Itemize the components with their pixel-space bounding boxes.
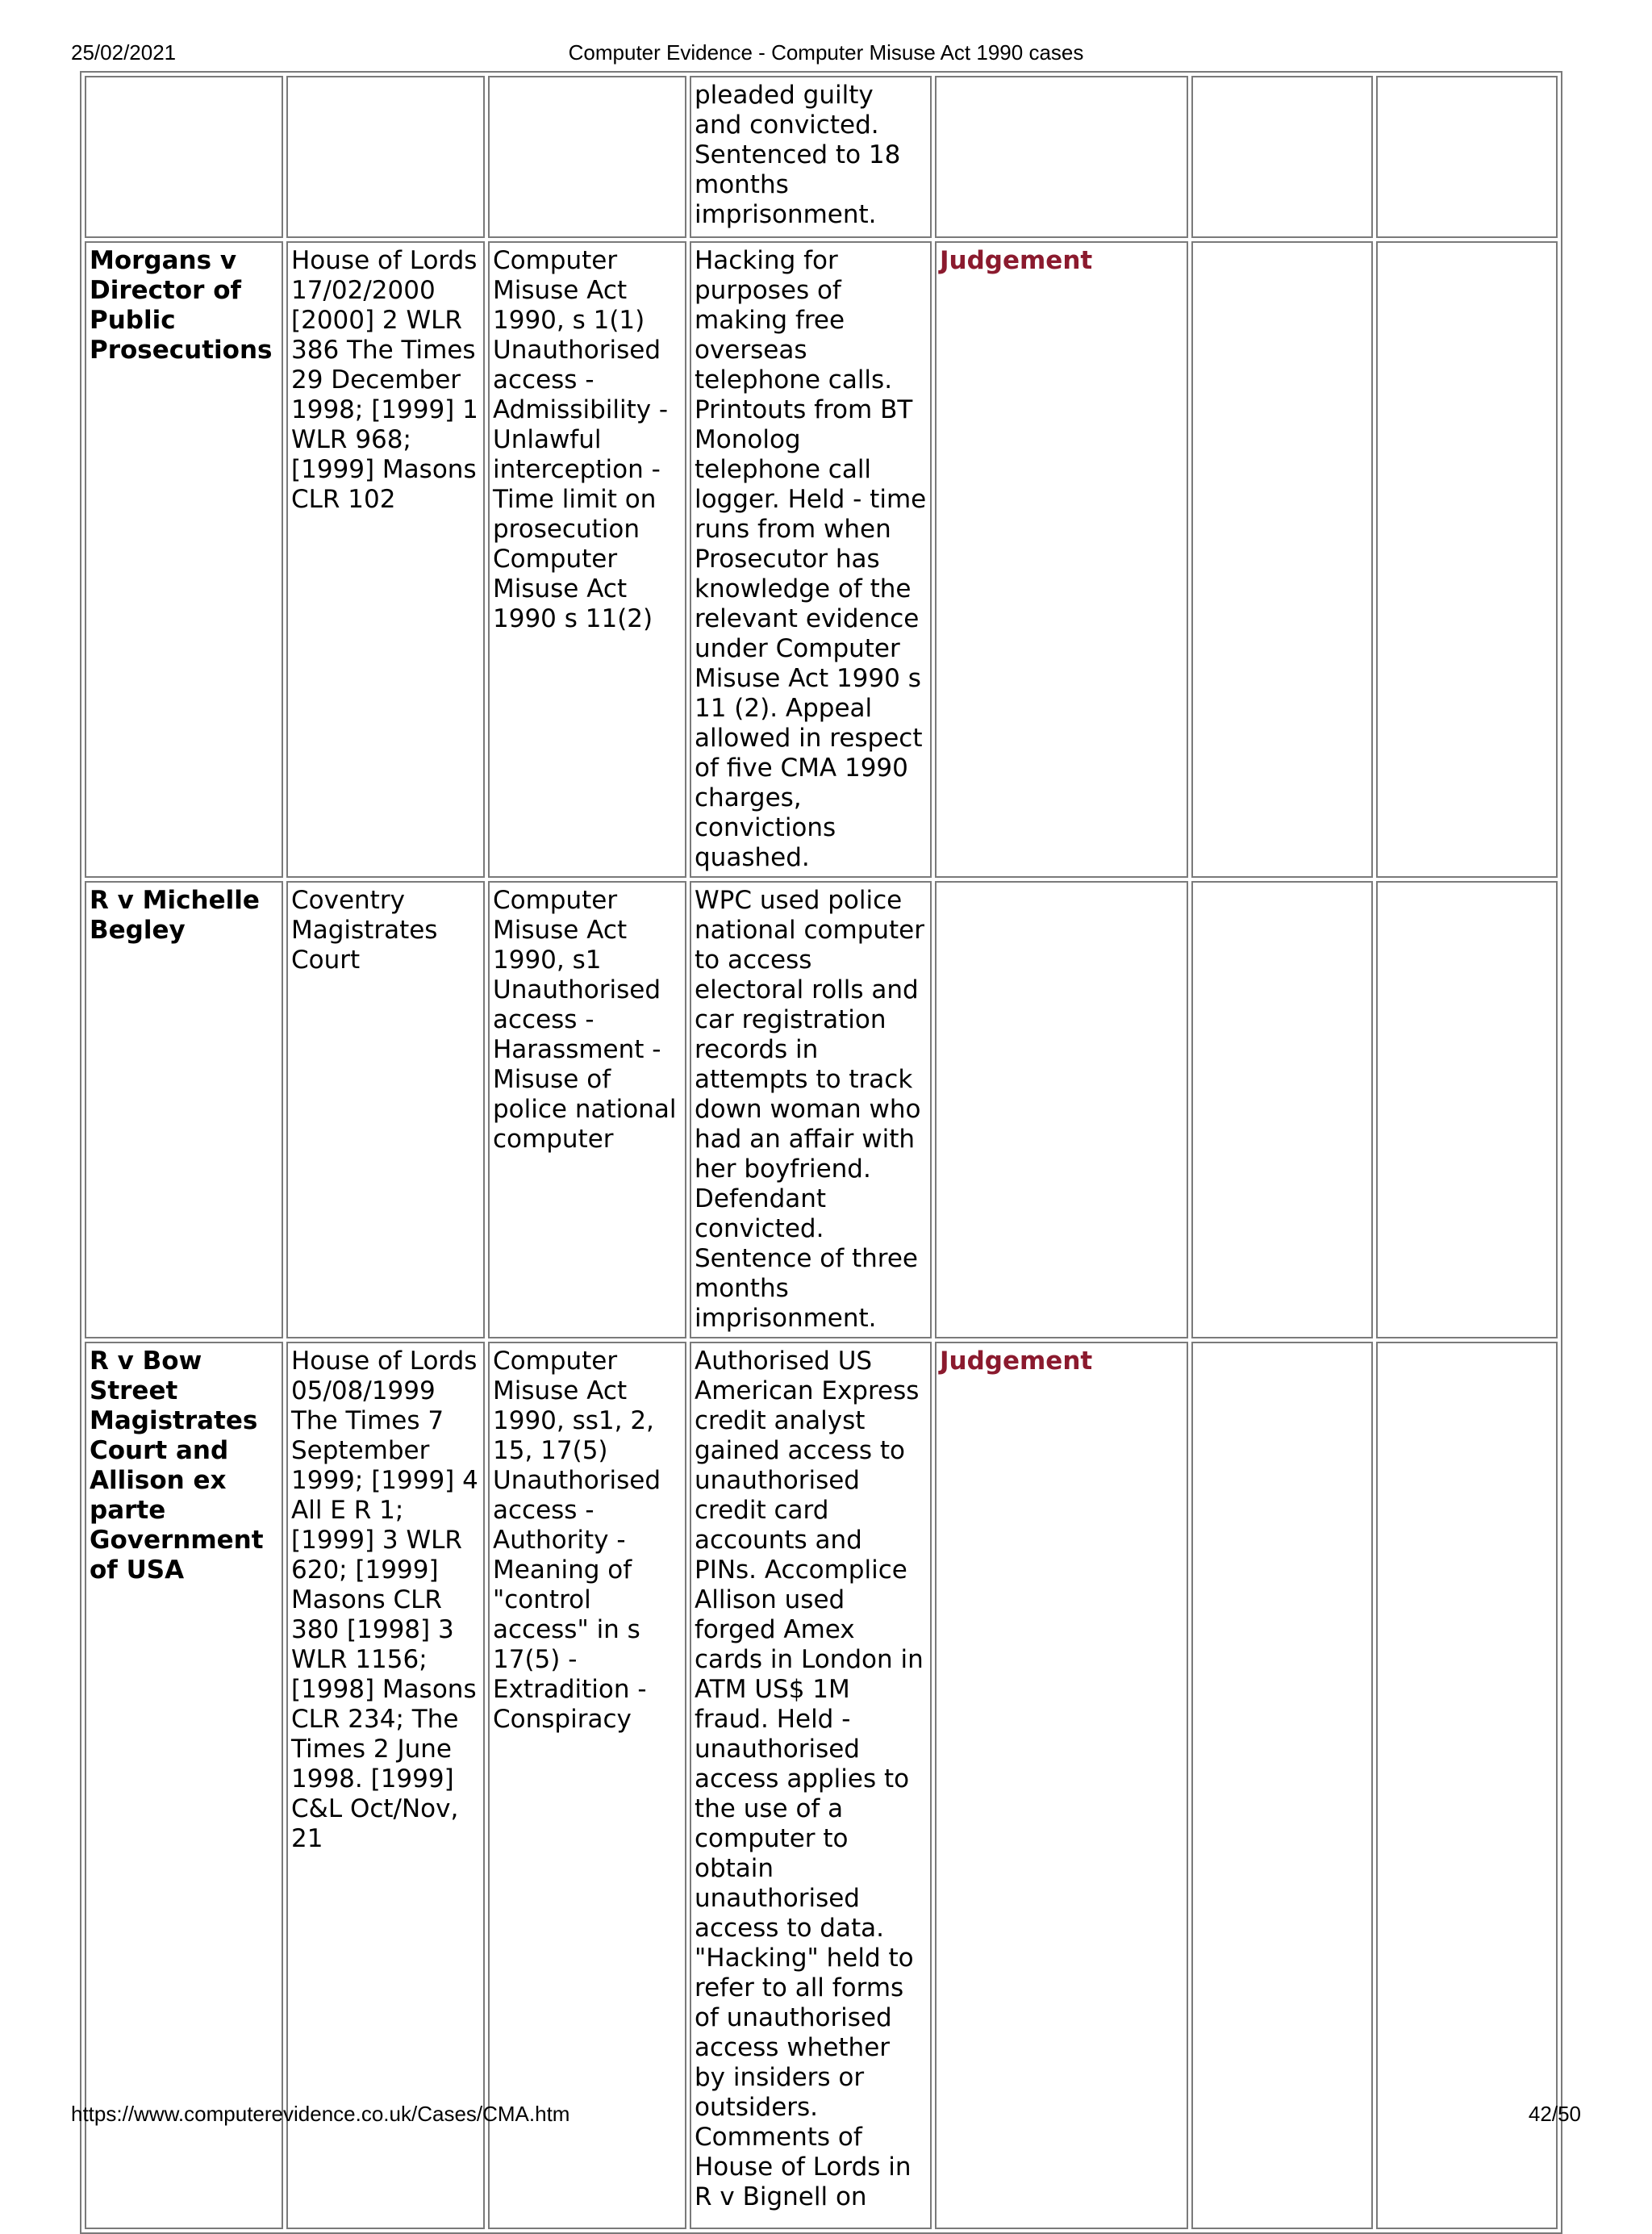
judgement-cell: [935, 241, 1188, 878]
empty-cell: [1191, 241, 1373, 878]
judgement-cell: [935, 76, 1188, 238]
empty-cell: [1376, 241, 1558, 878]
empty-cell: [1191, 881, 1373, 1338]
court-cell: House of Lords 05/08/1999 The Times 7 September 1999; [1999] 4 All E R 1; [1999] 3 WLR 620; [1999] Masons CLR 380 [1998] 3 WLR 1156; [1998] Masons CLR 234; The Times 2 June 1998. [1999] C&L Oct/Nov, 21: [286, 1342, 485, 2229]
cases-table: [80, 71, 1562, 2234]
table-row: [85, 76, 1558, 238]
table-row: [85, 241, 1558, 878]
print-page-title: Computer Evidence - Computer Misuse Act 1990 cases: [568, 40, 1084, 65]
summary-cell: Hacking for purposes of making free overseas telephone calls. Printouts from BT Monolog telephone call logger. Held - time runs from when Prosecutor has knowledge of the relevant evidence under Computer Misuse Act 1990 s 11 (2). Appeal allowed in respect of five CMA 1990 charges, convictions quashed.: [690, 241, 932, 878]
judgement-cell: [935, 881, 1188, 1338]
table-row: [85, 1342, 1558, 2229]
subject-cell: Computer Misuse Act 1990, s 1(1) Unauthorised access - Admissibility - Unlawful interception - Time limit on prosecution Computer Misuse Act 1990 s 11(2): [488, 241, 686, 878]
court-cell: House of Lords 17/02/2000 [2000] 2 WLR 386 The Times 29 December 1998; [1999] 1 WLR 968; [1999] Masons CLR 102: [286, 241, 485, 878]
subject-cell: Computer Misuse Act 1990, s1 Unauthorised access - Harassment - Misuse of police national computer: [488, 881, 686, 1338]
case-name-cell: [85, 76, 283, 238]
case-name-cell: R v Michelle Begley: [85, 881, 283, 1338]
print-url: https://www.computerevidence.co.uk/Cases/CMA.htm: [71, 2102, 570, 2126]
judgement-link[interactable]: Judgement: [940, 246, 1093, 275]
summary-cell: pleaded guilty and convicted. Sentenced to 18 months imprisonment.: [690, 76, 932, 238]
empty-cell: [1376, 1342, 1558, 2229]
subject-cell: Computer Misuse Act 1990, ss1, 2, 15, 17(5) Unauthorised access - Authority - Meaning of "control access" in s 17(5) - Extradition - Conspiracy: [488, 1342, 686, 2229]
empty-cell: [1191, 1342, 1373, 2229]
empty-cell: [1376, 76, 1558, 238]
table-row: [85, 881, 1558, 1338]
court-cell: [286, 76, 485, 238]
print-page-number: 42/50: [1528, 2102, 1581, 2126]
case-name-cell: R v Bow Street Magistrates Court and Allison ex parte Government of USA: [85, 1342, 283, 2229]
subject-cell: [488, 76, 686, 238]
court-cell: Coventry Magistrates Court: [286, 881, 485, 1338]
empty-cell: [1191, 76, 1373, 238]
summary-cell: WPC used police national computer to access electoral rolls and car registration records in attempts to track down woman who had an affair with her boyfriend. Defendant convicted. Sentence of three months imprisonment.: [690, 881, 932, 1338]
empty-cell: [1376, 881, 1558, 1338]
summary-cell: Authorised US American Express credit analyst gained access to unauthorised credit card accounts and PINs. Accomplice Allison used forged Amex cards in London in ATM US$ 1M fraud. Held - unauthorised access applies to the use of a computer to obtain unauthorised access to data. "Hacking" held to refer to all forms of unauthorised access whether by insiders or outsiders. Comments of House of Lords in R v Bignell on: [690, 1342, 932, 2229]
case-name-cell: Morgans v Director of Public Prosecutions: [85, 241, 283, 878]
judgement-cell: [935, 1342, 1188, 2229]
judgement-link[interactable]: Judgement: [940, 1347, 1093, 1376]
print-date: 25/02/2021: [71, 40, 177, 65]
